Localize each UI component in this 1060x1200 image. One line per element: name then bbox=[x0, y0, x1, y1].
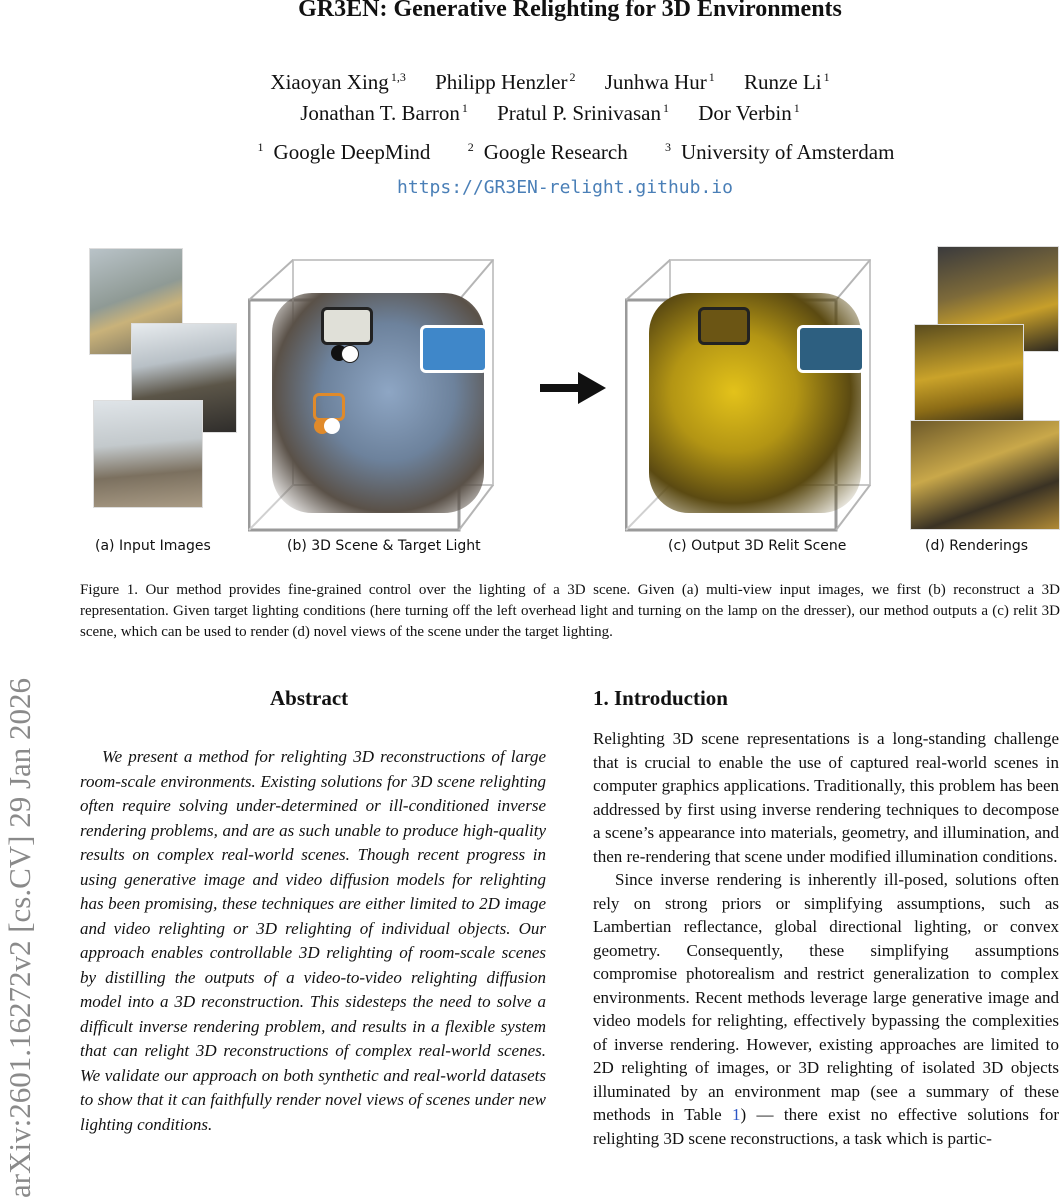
figure-1 bbox=[0, 230, 1060, 570]
table-1-reference-link[interactable]: 1 bbox=[732, 1105, 741, 1124]
authors-row-2 bbox=[20, 101, 1060, 126]
abstract-body bbox=[80, 745, 546, 1137]
project-url-link[interactable]: https://GR3EN-relight.github.io bbox=[397, 177, 733, 198]
affiliation: $^1$ Google DeepMind bbox=[257, 140, 431, 164]
author: Dor Verbin $^1$ bbox=[698, 101, 800, 125]
intro-paragraph-2: Since inverse rendering is inherently ill-posed, solutions often rely on strong priors or simplifying assumptions, such as Lambertian reflectance, global directional lighting, or convex geometry. Consequently, these simplifying assumptions compromise photorealism and restrict generalization to complex environments. Recent methods leverage large generative image and video models for relighting, effectively bypassing the complexities of inverse rendering. However, existing approaches are limited to 2D relighting of images, or 3D relighting of isolated 3D objects illuminated by an environment map (see a summary of these methods in Table 1) — there exist no effective solutions for relighting 3D scene reconstructions, a task which is partic- bbox=[593, 870, 1059, 1148]
arxiv-stamp: arXiv:2601.16272v2 [cs.CV] 29 Jan 2026 bbox=[2, 677, 37, 1198]
abstract-paragraph: We present a method for relighting 3D reconstructions of large room-scale environments. Existing solutions for 3D scene relighting often require solving under-determined or ill-conditioned inverse rendering problems, and are as such unable to produce high-quality results on complex real-world scenes. Though recent progress in using generative image and video diffusion models for relighting has been promising, these techniques are either limited to 2D image and video relighting or 3D relighting of individual objects. Our approach enables controllable 3D relighting of room-scale scenes by distilling the outputs of a video-to-video relighting diffusion model into a 3D reconstruction. This sidesteps the need to solve a difficult inverse rendering problem, and results in a flexible system that can relight 3D reconstructions of complex real-world scenes. We validate our approach on both synthetic and real-world datasets to show that it can faithfully render novel views of scenes under new lighting conditions. bbox=[80, 747, 546, 1134]
author: Philipp Henzler $^2$ bbox=[435, 70, 576, 94]
figure-label-d: (d) Renderings bbox=[925, 538, 1029, 554]
affiliation: $^3$ University of Amsterdam bbox=[664, 140, 895, 164]
ceiling-lamp-box bbox=[797, 325, 865, 373]
overhead-light-box bbox=[321, 307, 373, 345]
abstract-heading: Abstract bbox=[270, 686, 349, 710]
light-off-toggle-icon bbox=[331, 345, 359, 363]
introduction-heading: 1. Introduction bbox=[593, 686, 728, 710]
author: Pratul P. Srinivasan $^1$ bbox=[497, 101, 669, 125]
affiliations bbox=[0, 140, 1060, 165]
author: Jonathan T. Barron $^1$ bbox=[300, 101, 468, 125]
introduction-body bbox=[593, 727, 1059, 1150]
figure-caption: Figure 1. Our method provides fine-grained control over the lighting of a 3D scene. Given (a) multi-view input images, we first (b) reconstruct a 3D representation. Given target lighting conditions (here turning off the left overhead light and turning on the lamp on the dresser), our method outputs a (c) relit 3D scene, which can be used to render (d) novel views of the scene under the target lighting. bbox=[80, 582, 1060, 640]
figure-label-a: (a) Input Images bbox=[95, 538, 211, 554]
target-lamp-box bbox=[313, 393, 345, 421]
rendering-3 bbox=[910, 420, 1060, 530]
figure-label-c: (c) Output 3D Relit Scene bbox=[668, 538, 847, 554]
input-image-3 bbox=[93, 400, 203, 508]
authors-row-1 bbox=[20, 70, 1060, 95]
scene-cube bbox=[248, 255, 498, 535]
intro-paragraph-1: Relighting 3D scene representations is a long-standing challenge that is crucial to enable the use of captured real-world scenes in computer graphics applications. Traditionally, this problem has been addressed by first using inverse rendering techniques to decompose a scene’s appearance into materials, geometry, and illumination, and then re-rendering that scene under modified illumination conditions. bbox=[593, 729, 1059, 866]
rendering-2 bbox=[914, 324, 1024, 432]
light-on-toggle-icon bbox=[314, 418, 342, 436]
overhead-light-box bbox=[698, 307, 750, 345]
affiliation: $^2$ Google Research bbox=[467, 140, 628, 164]
author: Junhwa Hur $^1$ bbox=[604, 70, 715, 94]
arrow-right-icon bbox=[538, 370, 608, 406]
ceiling-lamp-box bbox=[420, 325, 488, 373]
figure-label-b: (b) 3D Scene & Target Light bbox=[287, 538, 481, 554]
author: Runze Li $^1$ bbox=[744, 70, 830, 94]
author: Xiaoyan Xing $^{1,3}$ bbox=[270, 70, 406, 94]
paper-title: GR3EN: Generative Relighting for 3D Environments bbox=[298, 0, 842, 22]
relit-scene-cube bbox=[625, 255, 875, 535]
